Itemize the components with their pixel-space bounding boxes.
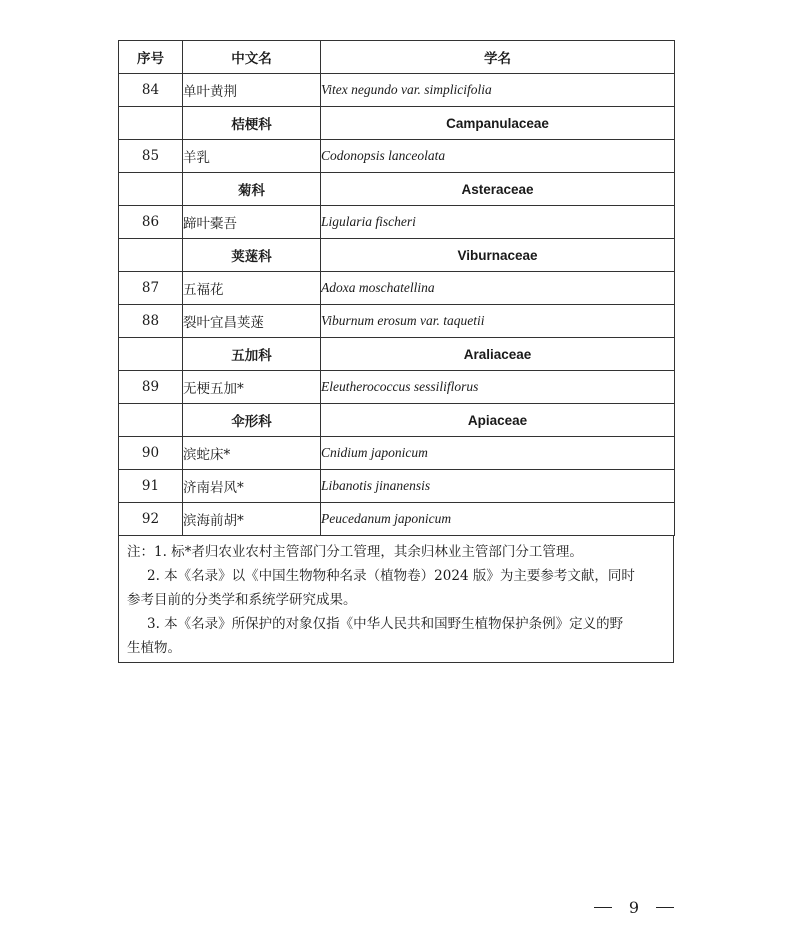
row-number: 88 xyxy=(119,305,183,338)
empty-cell xyxy=(119,107,183,140)
chinese-name: 蹄叶橐吾 xyxy=(183,206,321,239)
empty-cell xyxy=(119,338,183,371)
scientific-name: Eleutherococcus sessiliflorus xyxy=(321,371,675,404)
family-scientific-name: Campanulaceae xyxy=(321,107,675,140)
scientific-name: Peucedanum japonicum xyxy=(321,503,675,536)
family-scientific-name: Apiaceae xyxy=(321,404,675,437)
chinese-name: 无梗五加* xyxy=(183,371,321,404)
scientific-name: Codonopsis lanceolata xyxy=(321,140,675,173)
scientific-name: Libanotis jinanensis xyxy=(321,470,675,503)
scientific-name: Vitex negundo var. simplicifolia xyxy=(321,74,675,107)
chinese-name: 羊乳 xyxy=(183,140,321,173)
empty-cell xyxy=(119,173,183,206)
header-chinese-name: 中文名 xyxy=(183,41,321,74)
row-number: 84 xyxy=(119,74,183,107)
note-3-continued: 生植物。 xyxy=(127,640,181,656)
note-2-continued: 参考目前的分类学和系统学研究成果。 xyxy=(127,592,357,608)
header-scientific-name: 学名 xyxy=(321,41,675,74)
table-header-row xyxy=(119,41,675,74)
table-row xyxy=(119,437,675,470)
family-row xyxy=(119,173,675,206)
left-dash xyxy=(594,907,612,908)
family-chinese-name: 桔梗科 xyxy=(183,107,321,140)
table-row xyxy=(119,371,675,404)
table-row xyxy=(119,305,675,338)
scientific-name: Viburnum erosum var. taquetii xyxy=(321,305,675,338)
family-chinese-name: 荚蒾科 xyxy=(183,239,321,272)
family-row xyxy=(119,107,675,140)
family-scientific-name: Araliaceae xyxy=(321,338,675,371)
header-number: 序号 xyxy=(119,41,183,74)
row-number: 85 xyxy=(119,140,183,173)
empty-cell xyxy=(119,239,183,272)
family-scientific-name: Viburnaceae xyxy=(321,239,675,272)
empty-cell xyxy=(119,404,183,437)
table-row xyxy=(119,470,675,503)
note-1: 注：1. 标*者归农业农村主管部门分工管理，其余归林业主管部门分工管理。 xyxy=(127,544,583,560)
scientific-name: Ligularia fischeri xyxy=(321,206,675,239)
table-row xyxy=(119,206,675,239)
row-number: 87 xyxy=(119,272,183,305)
note-3: 3. 本《名录》所保护的对象仅指《中华人民共和国野生植物保护条例》定义的野 xyxy=(147,616,624,632)
family-chinese-name: 伞形科 xyxy=(183,404,321,437)
row-number: 89 xyxy=(119,371,183,404)
notes-section xyxy=(118,536,674,663)
chinese-name: 单叶黄荆 xyxy=(183,74,321,107)
row-number: 92 xyxy=(119,503,183,536)
table-row xyxy=(119,140,675,173)
family-row xyxy=(119,338,675,371)
chinese-name: 五福花 xyxy=(183,272,321,305)
chinese-name: 滨蛇床* xyxy=(183,437,321,470)
family-chinese-name: 菊科 xyxy=(183,173,321,206)
family-scientific-name: Asteraceae xyxy=(321,173,675,206)
chinese-name: 济南岩风* xyxy=(183,470,321,503)
document-sheet xyxy=(118,40,674,663)
family-row xyxy=(119,404,675,437)
scientific-name: Cnidium japonicum xyxy=(321,437,675,470)
right-dash xyxy=(656,907,674,908)
page-footer xyxy=(594,895,674,919)
row-number: 86 xyxy=(119,206,183,239)
note-2: 2. 本《名录》以《中国生物物种名录（植物卷）2024 版》为主要参考文献，同时 xyxy=(147,568,635,584)
chinese-name: 裂叶宜昌荚蒾 xyxy=(183,305,321,338)
table-row xyxy=(119,74,675,107)
page-number: 9 xyxy=(628,897,640,917)
plant-list-table xyxy=(118,40,675,536)
chinese-name: 滨海前胡* xyxy=(183,503,321,536)
table-row xyxy=(119,272,675,305)
scientific-name: Adoxa moschatellina xyxy=(321,272,675,305)
family-row xyxy=(119,239,675,272)
table-row xyxy=(119,503,675,536)
row-number: 91 xyxy=(119,470,183,503)
row-number: 90 xyxy=(119,437,183,470)
family-chinese-name: 五加科 xyxy=(183,338,321,371)
